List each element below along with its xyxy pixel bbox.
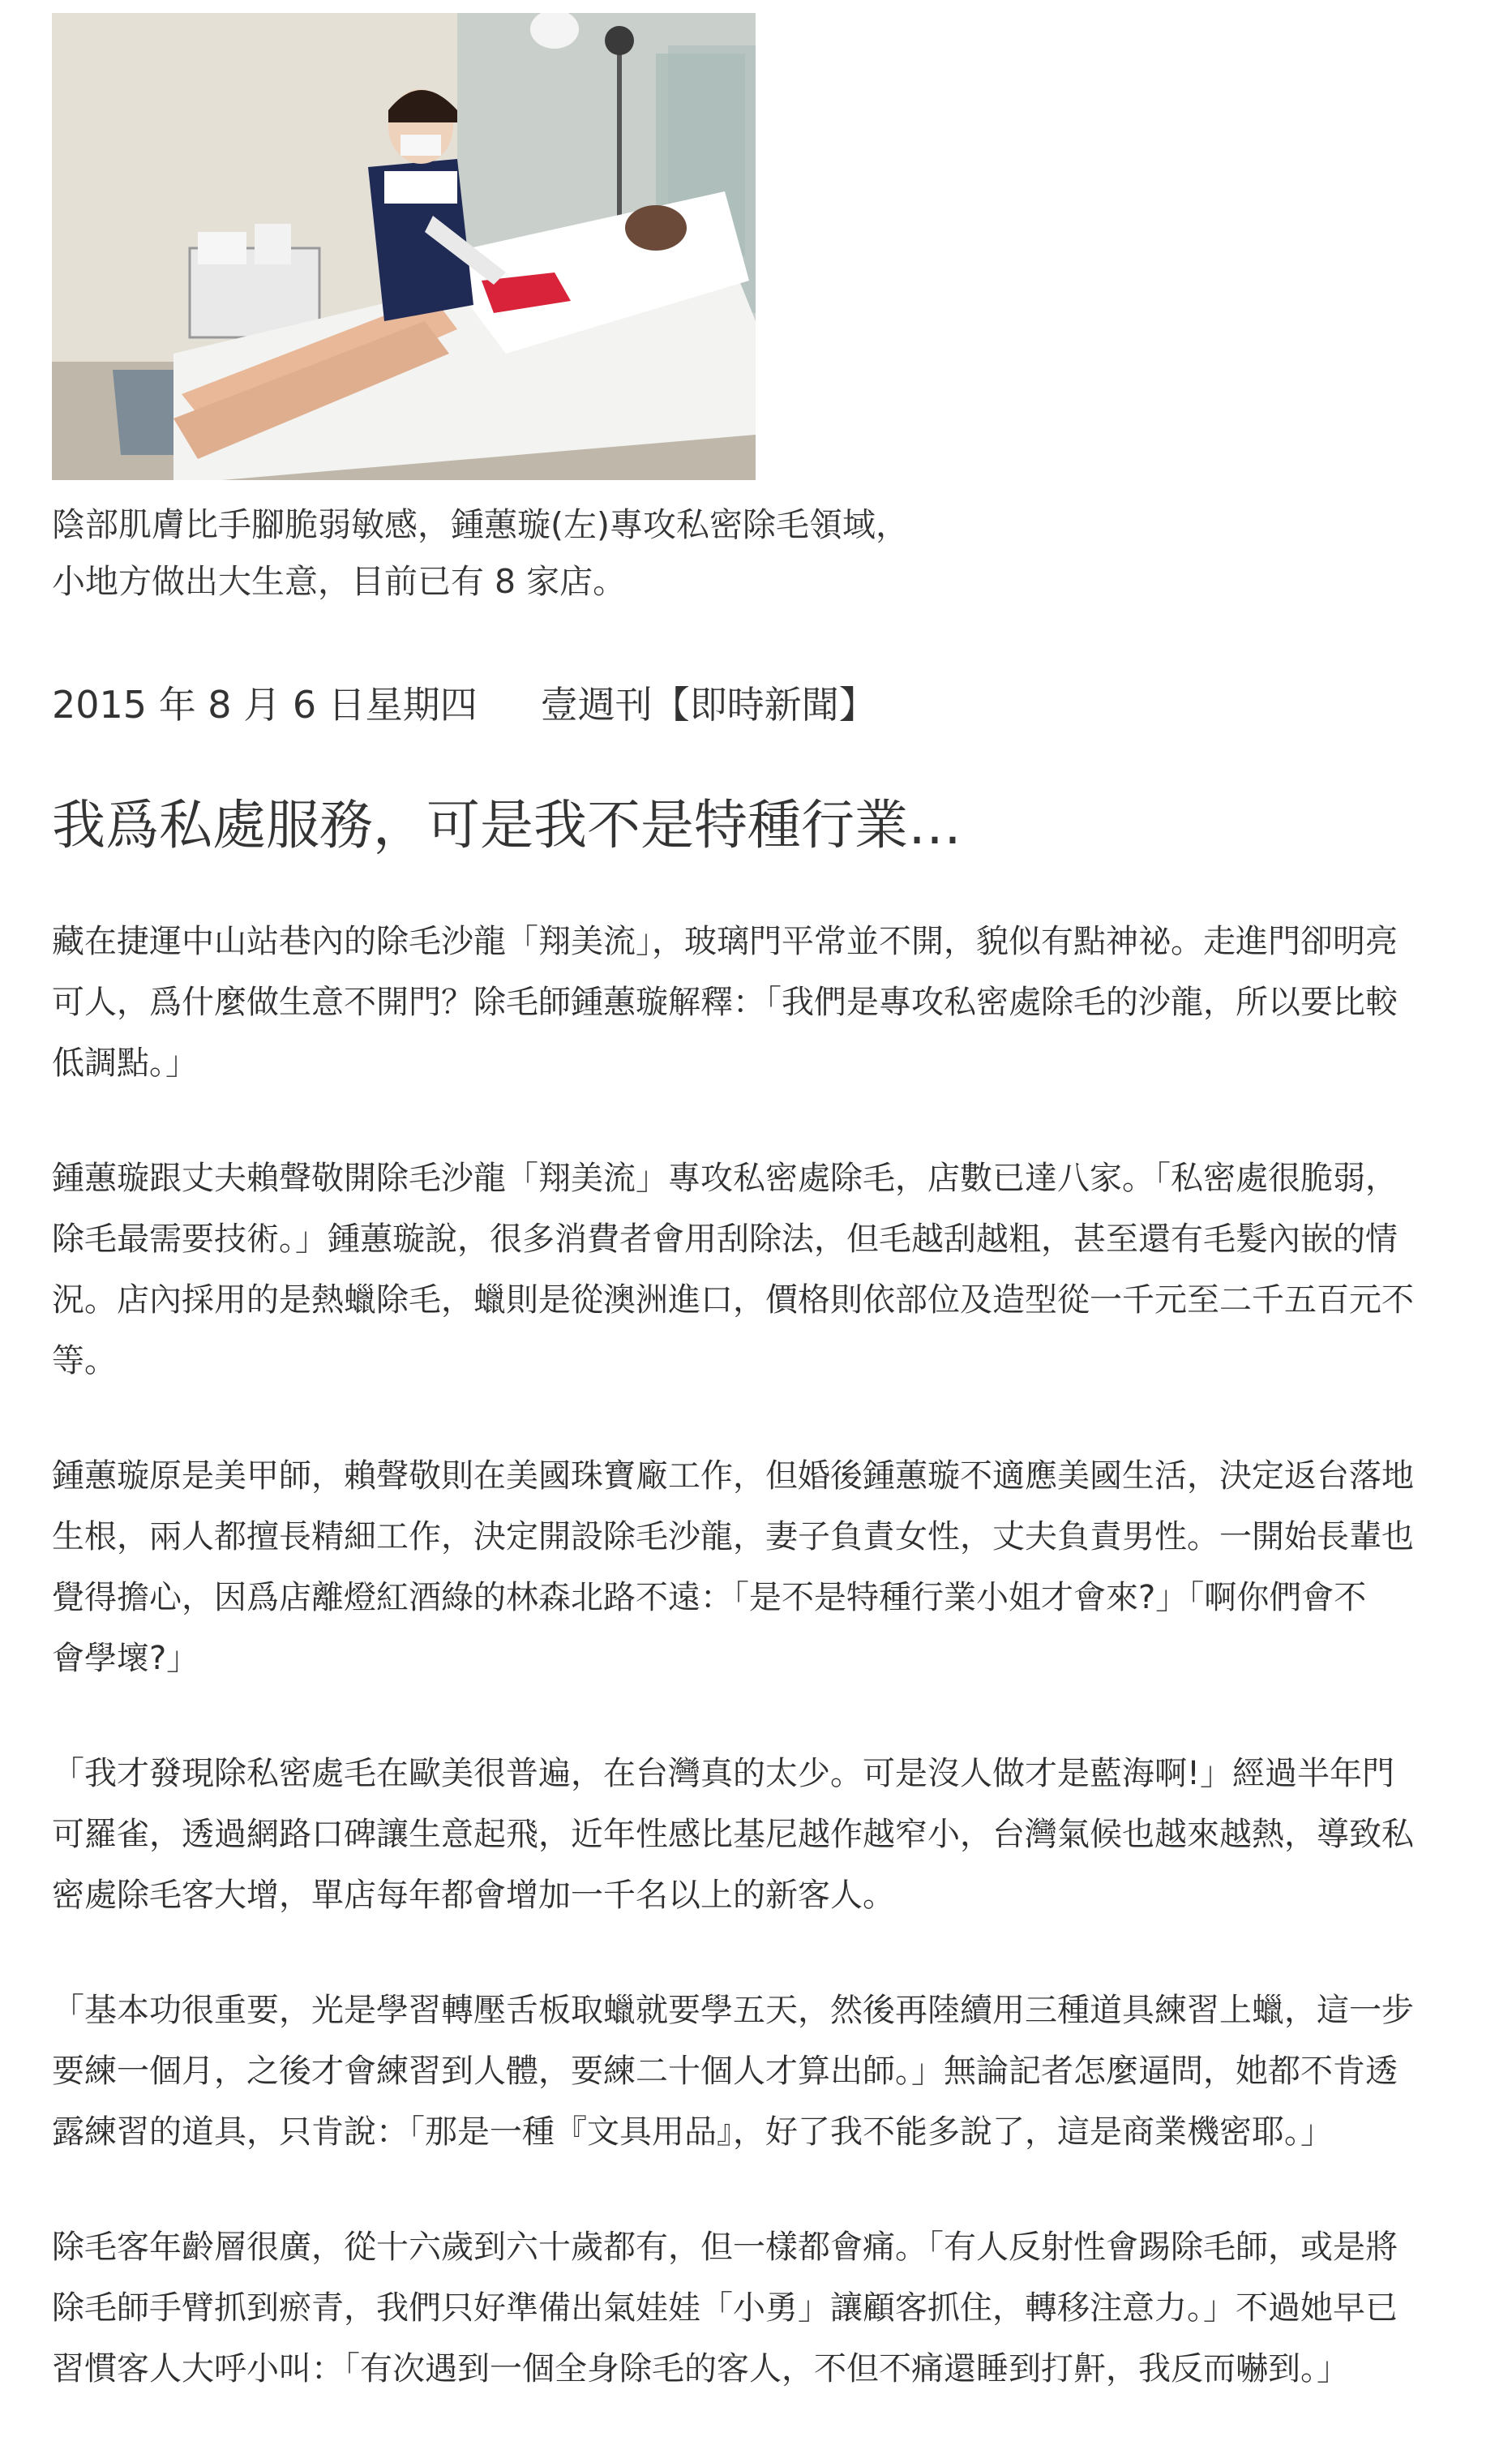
paragraph-line: 「我才發現除私密處毛在歐美很普遍，在台灣真的太少。可是沒人做才是藍海啊!」經過半年門 (52, 1755, 1395, 1792)
paragraph-line: 除毛師手臂抓到瘀青，我們只好準備出氣娃娃「小勇」讓顧客抓住，轉移注意力。」不過她早已 (52, 2289, 1398, 2327)
paragraph-line: 藏在捷運中山站巷內的除毛沙龍「翔美流」，玻璃門平常並不開，貌似有點神祕。走進門卻明亮 (52, 923, 1398, 960)
paragraph-line: 覺得擔心，因爲店離燈紅酒綠的林森北路不遠：「是不是特種行業小姐才會來?」「啊你們會不 (52, 1579, 1367, 1616)
article-paragraph (52, 2217, 1471, 2400)
caption-line: 小地方做出大生意，目前已有 8 家店。 (52, 562, 627, 601)
article-paragraph (52, 1446, 1471, 1689)
paragraph-line: 「基本功很重要，光是學習轉壓舌板取蠟就要學五天，然後再陸續用三種道具練習上蠟，這一步 (52, 1992, 1414, 2029)
paragraph-line: 鍾蕙璇原是美甲師，賴聲敬則在美國珠寶廠工作，但婚後鍾蕙璇不適應美國生活，決定返台落地 (52, 1457, 1414, 1495)
article-paragraph (52, 1744, 1471, 1926)
article-paragraph (52, 1148, 1471, 1392)
paragraph-line: 生根，兩人都擅長精細工作，決定開設除毛沙龍，妻子負責女性，丈夫負責男性。一開始長輩也 (52, 1518, 1414, 1555)
article-paragraph (52, 1980, 1471, 2163)
paragraph-line: 露練習的道具，只肯說：「那是一種『文具用品』，好了我不能多說了，這是商業機密耶。」 (52, 2113, 1333, 2151)
article-photo (52, 13, 756, 480)
paragraph-line: 除毛客年齡層很廣，從十六歲到六十歲都有，但一樣都會痛。「有人反射性會踢除毛師，或是將 (52, 2229, 1398, 2266)
photo-caption (52, 496, 1025, 610)
article-headline: 我爲私處服務，可是我不是特種行業… (52, 794, 962, 856)
dateline (52, 676, 876, 733)
paragraph-line: 要練一個月，之後才會練習到人體，要練二十個人才算出師。」無論記者怎麼逼問，她都不肯透 (52, 2053, 1398, 2090)
article-body (52, 912, 1471, 2454)
caption-line: 陰部肌膚比手腳脆弱敏感，鍾蕙璇(左)專攻私密除毛領域， (52, 505, 909, 544)
paragraph-line: 可人，爲什麼做生意不開門？除毛師鍾蕙璇解釋：「我們是專攻私密處除毛的沙龍，所以要比較 (52, 984, 1398, 1021)
article-paragraph (52, 912, 1471, 1094)
paragraph-line: 除毛最需要技術。」鍾蕙璇說，很多消費者會用刮除法，但毛越刮越粗，甚至還有毛髮內嵌的情 (52, 1221, 1398, 1258)
paragraph-line: 會學壞?」 (52, 1640, 199, 1677)
beauty-salon-photo-icon (52, 13, 756, 480)
paragraph-line: 況。店內採用的是熱蠟除毛，蠟則是從澳洲進口，價格則依部位及造型從一千元至二千五百元不 (52, 1281, 1414, 1319)
paragraph-line: 密處除毛客大增，單店每年都會增加一千名以上的新客人。 (52, 1877, 895, 1914)
paragraph-line: 可羅雀，透過網路口碑讓生意起飛，近年性感比基尼越作越窄小，台灣氣候也越來越熱，導致私 (52, 1816, 1414, 1853)
publication-source: 壹週刊【即時新聞】 (540, 683, 876, 727)
paragraph-line: 鍾蕙璇跟丈夫賴聲敬開除毛沙龍「翔美流」專攻私密處除毛，店數已達八家。「私密處很脆弱， (52, 1160, 1398, 1197)
paragraph-line: 習慣客人大呼小叫：「有次遇到一個全身除毛的客人，不但不痛還睡到打鼾，我反而嚇到。」 (52, 2350, 1349, 2388)
paragraph-line: 等。 (52, 1342, 117, 1379)
publish-date: 2015 年 8 月 6 日星期四 (52, 683, 478, 727)
paragraph-line: 低調點。」 (52, 1045, 198, 1082)
